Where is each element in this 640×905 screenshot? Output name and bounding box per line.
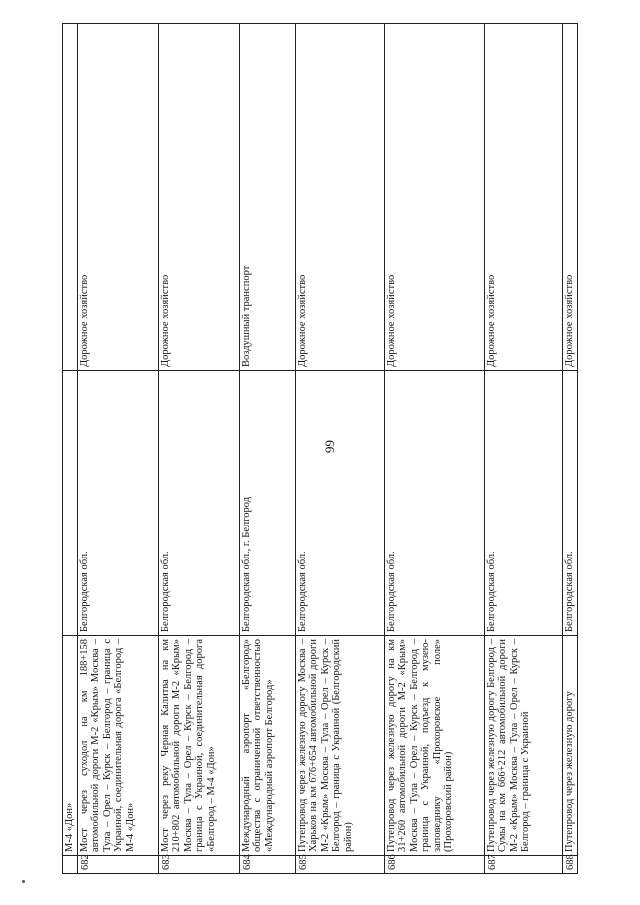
region-cell: Белгородская обл. [562, 371, 578, 636]
num-cell: 683 [158, 856, 239, 874]
sector-cell: Дорожное хозяйство [295, 24, 384, 371]
description-cell: Путепровод через железную дорогу [562, 636, 578, 856]
description-cell: Путепровод через железную дорогу на км 31+260 автомобильной дороги М-2 «Крым» Москва – Тула – Орел – Курск – Белгород – граница с Украиной, подъезд к музею-заповеднику «Прохоровское поле» (Прохоровский район) [384, 636, 484, 856]
rotated-table-container [62, 24, 622, 874]
region-cell: Белгородская обл. [77, 371, 158, 636]
table-row [484, 24, 562, 874]
sector-cell: Дорожное хозяйство [384, 24, 484, 371]
table-row-continuation [63, 24, 78, 874]
sector-cell: Дорожное хозяйство [562, 24, 578, 371]
description-cell: Международный аэропорт «Белгород» общества с ограниченной ответственностью «Международный аэропорт Белгород» [239, 636, 295, 856]
sector-cell [63, 24, 78, 371]
num-cell: 682 [77, 856, 158, 874]
num-cell: 687 [484, 856, 562, 874]
region-cell: Белгородская обл. [484, 371, 562, 636]
region-cell [63, 371, 78, 636]
num-cell: 684 [239, 856, 295, 874]
table-row [158, 24, 239, 874]
table-row [77, 24, 158, 874]
region-cell: Белгородская обл. [295, 371, 384, 636]
sector-cell: Дорожное хозяйство [484, 24, 562, 371]
region-cell: Белгородская обл., г. Белгород [239, 371, 295, 636]
num-cell: 688 [562, 856, 578, 874]
objects-table [62, 23, 578, 874]
sector-cell: Дорожное хозяйство [158, 24, 239, 371]
sector-cell: Дорожное хозяйство [77, 24, 158, 371]
table-row [295, 24, 384, 874]
num-cell: 686 [384, 856, 484, 874]
region-cell: Белгородская обл. [158, 371, 239, 636]
table-row [239, 24, 295, 874]
num-cell [63, 856, 78, 874]
region-cell: Белгородская обл. [384, 371, 484, 636]
scan-speck [22, 880, 25, 883]
description-cell: Мост через реку Черная Калитва на км 210+802 автомобильной дороги М-2 «Крым» Москва – Тула – Орел – Курск – Белгород – граница с Украиной, соединительная дорога «Белгород – М-4 «Дон» [158, 636, 239, 856]
description-cell: Путепровод через железную дорогу Белгород – Сумы на км 666+212 автомобильной дороги М-2 «Крым» Москва – Тула – Орел – Курск – Белгород – граница с Украиной [484, 636, 562, 856]
table-row [384, 24, 484, 874]
table-row [562, 24, 578, 874]
description-cell: М-4 «Дон» [63, 636, 78, 856]
sector-cell: Воздушный транспорт [239, 24, 295, 371]
description-cell: Мост через суходол на км 188+158 автомобильной дороги М-2 «Крым» Москва – Тула – Орел – Курск – Белгород – граница с Украиной, соединительная дорога «Белгород – М-4 «Дон» [77, 636, 158, 856]
num-cell: 685 [295, 856, 384, 874]
page-number: 99 [322, 440, 337, 453]
description-cell: Путепровод через железную дорогу Москва – Харьков на км 676+654 автомобильной дороги М-2 «Крым» Москва – Тула – Орел – Курск – Белгород – граница с Украиной (Белгородский район) [295, 636, 384, 856]
